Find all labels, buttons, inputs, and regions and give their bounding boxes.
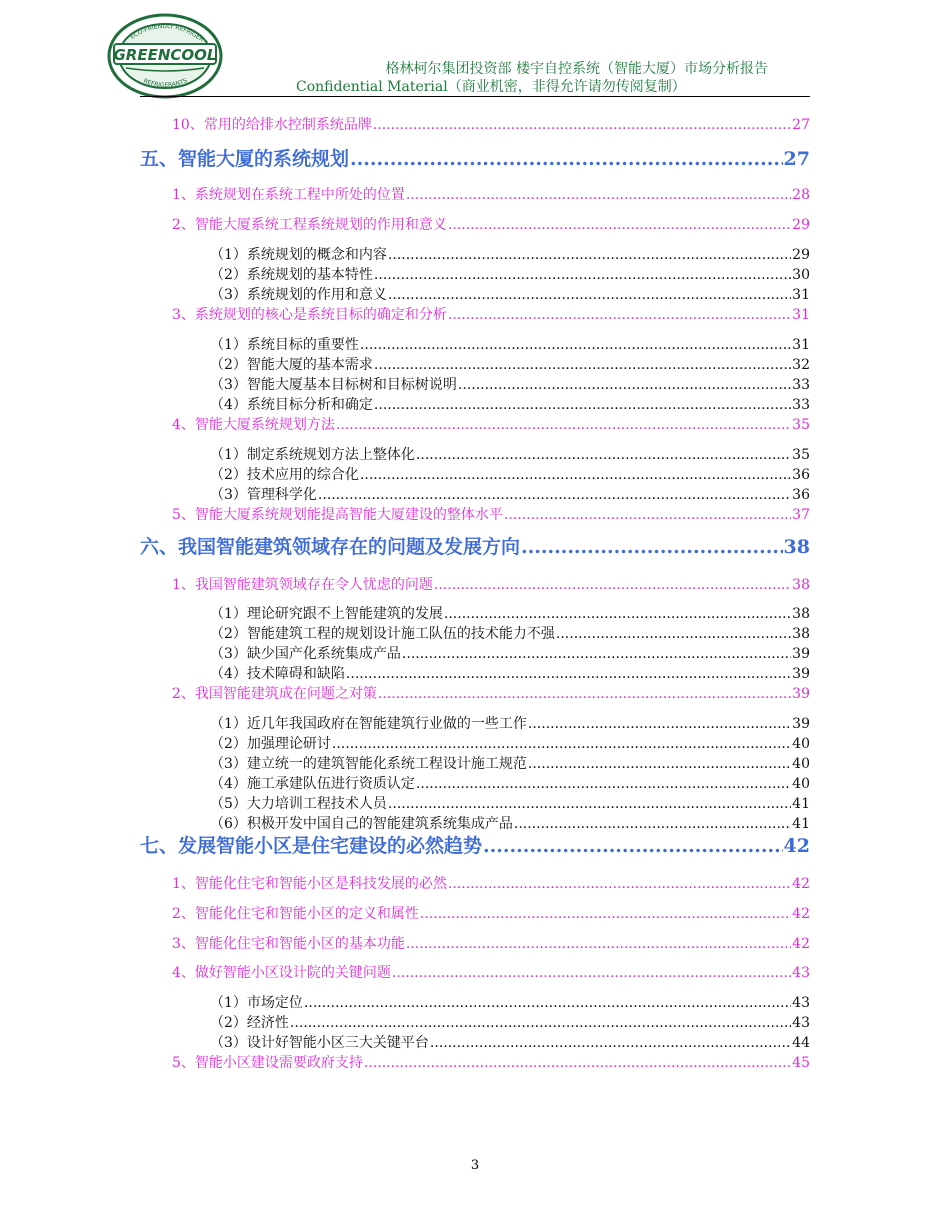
- toc-entry-title: （3）缺少国产化系统集成产品: [210, 646, 401, 662]
- toc-entry-page: 37: [792, 507, 810, 523]
- toc-dot-leader: [444, 606, 791, 622]
- toc-subsection-entry[interactable]: [210, 444, 810, 464]
- toc-entry-page: 31: [792, 287, 810, 303]
- toc-entry-title: 2、智能化住宅和智能小区的定义和属性: [172, 906, 419, 922]
- toc-entry-page: 27: [783, 148, 810, 170]
- toc-entry-title: （2）系统规划的基本特性: [210, 267, 373, 283]
- toc-dot-leader: [374, 267, 791, 283]
- toc-entry-page: 29: [792, 217, 810, 233]
- toc-entry-title: （1）理论研究跟不上智能建筑的发展: [210, 606, 443, 622]
- toc-dot-leader: [448, 307, 791, 323]
- toc-entry-title: （3）设计好智能小区三大关键平台: [210, 1035, 429, 1051]
- page-number: 3: [470, 1158, 480, 1173]
- toc-entry-page: 43: [792, 965, 810, 981]
- toc-entry-page: 38: [783, 536, 810, 558]
- confidential-notice: Confidential Material（商业机密，非得允许请勿传阅复制）: [296, 79, 686, 95]
- toc-dot-leader: [364, 1055, 791, 1071]
- toc-subsection-entry[interactable]: [210, 284, 810, 304]
- toc-dot-leader: [360, 467, 791, 483]
- toc-section-entry[interactable]: [172, 114, 810, 134]
- toc-dot-leader: [373, 117, 791, 133]
- toc-entry-title: （5）大力培训工程技术人员: [210, 796, 387, 812]
- toc-dot-leader: [448, 876, 791, 892]
- toc-entry-page: 38: [792, 626, 810, 642]
- toc-dot-leader: [430, 1035, 791, 1051]
- toc-entry-title: 3、系统规划的核心是系统目标的确定和分析: [172, 307, 447, 323]
- toc-entry-title: 1、我国智能建筑领域存在令人忧虑的问题: [172, 577, 433, 593]
- toc-dot-leader: [556, 626, 791, 642]
- toc-entry-page: 36: [792, 487, 810, 503]
- toc-subsection-entry[interactable]: [210, 244, 810, 264]
- toc-dot-leader: [514, 816, 791, 832]
- toc-entry-title: 4、智能大厦系统规划方法: [172, 417, 335, 433]
- toc-entry-title: 3、智能化住宅和智能小区的基本功能: [172, 936, 405, 952]
- report-title: 格林柯尔集团投资部 楼宇自控系统（智能大厦）市场分析报告: [385, 61, 768, 77]
- toc-entry-title: 10、常用的给排水控制系统品牌: [172, 117, 372, 133]
- toc-subsection-entry[interactable]: [210, 484, 810, 504]
- toc-subsection-entry[interactable]: [210, 374, 810, 394]
- toc-entry-title: （2）经济性: [210, 1015, 289, 1031]
- toc-dot-leader: [290, 1015, 791, 1031]
- toc-entry-page: 39: [792, 686, 810, 702]
- toc-entry-title: （2）技术应用的综合化: [210, 467, 359, 483]
- toc-entry-title: 1、系统规划在系统工程中所处的位置: [172, 187, 405, 203]
- toc-dot-leader: [416, 776, 791, 792]
- toc-subsection-entry[interactable]: [210, 1012, 810, 1032]
- toc-entry-title: （2）智能大厦的基本需求: [210, 357, 373, 373]
- toc-section-entry[interactable]: [172, 504, 810, 524]
- toc-section-entry[interactable]: [172, 214, 810, 234]
- toc-entry-page: 44: [792, 1035, 810, 1051]
- toc-entry-title: （3）智能大厦基本目标树和目标树说明: [210, 377, 457, 393]
- toc-subsection-entry[interactable]: [210, 753, 810, 773]
- toc-subsection-entry[interactable]: [210, 1032, 810, 1052]
- toc-entry-title: 4、做好智能小区设计院的关键问题: [172, 965, 391, 981]
- toc-entry-title: （3）管理科学化: [210, 487, 317, 503]
- toc-entry-page: 32: [792, 357, 810, 373]
- toc-entry-title: （1）系统目标的重要性: [210, 337, 359, 353]
- toc-dot-leader: [406, 187, 791, 203]
- toc-dot-leader: [350, 148, 783, 170]
- toc-dot-leader: [406, 936, 791, 952]
- toc-entry-page: 33: [792, 377, 810, 393]
- toc-entry-page: 31: [792, 307, 810, 323]
- toc-entry-title: 5、智能小区建设需要政府支持: [172, 1055, 363, 1071]
- logo-top-arc-text: ECO-FRIENDLY REFRIGER: [129, 22, 205, 44]
- toc-entry-page: 45: [792, 1055, 810, 1071]
- toc-subsection-entry[interactable]: [210, 663, 810, 683]
- toc-entry-title: （2）加强理论研讨: [210, 736, 331, 752]
- toc-dot-leader: [434, 577, 791, 593]
- toc-entry-page: 40: [792, 736, 810, 752]
- toc-section-entry[interactable]: [172, 184, 810, 204]
- toc-entry-page: 42: [783, 835, 810, 857]
- toc-dot-leader: [458, 377, 791, 393]
- toc-subsection-entry[interactable]: [210, 813, 810, 833]
- toc-entry-page: 42: [792, 906, 810, 922]
- toc-entry-title: （2）智能建筑工程的规划设计施工队伍的技术能力不强: [210, 626, 555, 642]
- toc-entry-title: 2、智能大厦系统工程系统规划的作用和意义: [172, 217, 447, 233]
- toc-dot-leader: [304, 995, 791, 1011]
- toc-entry-title: 1、智能化住宅和智能小区是科技发展的必然: [172, 876, 447, 892]
- toc-chapter-entry[interactable]: [140, 144, 810, 171]
- toc-entry-title: （4）技术障碍和缺陷: [210, 666, 345, 682]
- toc-subsection-entry[interactable]: [210, 394, 810, 414]
- toc-chapter-entry[interactable]: [140, 831, 810, 858]
- toc-entry-page: 40: [792, 776, 810, 792]
- toc-section-entry[interactable]: [172, 933, 810, 953]
- toc-entry-page: 28: [792, 187, 810, 203]
- toc-entry-page: 36: [792, 467, 810, 483]
- toc-dot-leader: [332, 736, 791, 752]
- toc-subsection-entry[interactable]: [210, 334, 810, 354]
- toc-entry-page: 35: [792, 417, 810, 433]
- toc-entry-page: 30: [792, 267, 810, 283]
- toc-entry-page: 38: [792, 606, 810, 622]
- toc-subsection-entry[interactable]: [210, 793, 810, 813]
- toc-dot-leader: [504, 507, 791, 523]
- toc-entry-page: 27: [792, 117, 810, 133]
- toc-subsection-entry[interactable]: [210, 773, 810, 793]
- toc-entry-title: （1）制定系统规划方法上整体化: [210, 447, 415, 463]
- toc-entry-title: 六、我国智能建筑领域存在的问题及发展方向: [140, 536, 521, 558]
- toc-subsection-entry[interactable]: [210, 464, 810, 484]
- toc-entry-page: 40: [792, 756, 810, 772]
- toc-dot-leader: [346, 666, 791, 682]
- logo-bottom-arc-text: REFRIGERANTS: [142, 77, 189, 90]
- toc-subsection-entry[interactable]: [210, 264, 810, 284]
- toc-entry-title: （4）施工承建队伍进行资质认定: [210, 776, 415, 792]
- toc-subsection-entry[interactable]: [210, 603, 810, 623]
- toc-dot-leader: [374, 357, 791, 373]
- toc-entry-page: 42: [792, 936, 810, 952]
- toc-dot-leader: [388, 247, 791, 263]
- toc-subsection-entry[interactable]: [210, 992, 810, 1012]
- toc-entry-page: 33: [792, 397, 810, 413]
- toc-dot-leader: [374, 397, 791, 413]
- toc-entry-page: 38: [792, 577, 810, 593]
- toc-entry-title: 2、我国智能建筑成在问题之对策: [172, 686, 377, 702]
- toc-entry-page: 42: [792, 876, 810, 892]
- toc-entry-title: 五、智能大厦的系统规划: [140, 148, 350, 170]
- toc-dot-leader: [360, 337, 791, 353]
- toc-entry-title: （1）近几年我国政府在智能建筑行业做的一些工作: [210, 716, 527, 732]
- toc-dot-leader: [448, 217, 791, 233]
- toc-entry-page: 29: [792, 247, 810, 263]
- toc-section-entry[interactable]: [172, 683, 810, 703]
- toc-dot-leader: [483, 835, 783, 857]
- toc-entry-title: （3）系统规划的作用和意义: [210, 287, 387, 303]
- toc-dot-leader: [318, 487, 791, 503]
- toc-subsection-entry[interactable]: [210, 623, 810, 643]
- toc-section-entry[interactable]: [172, 574, 810, 594]
- toc-subsection-entry[interactable]: [210, 713, 810, 733]
- toc-section-entry[interactable]: [172, 414, 810, 434]
- toc-entry-title: （1）市场定位: [210, 995, 303, 1011]
- toc-dot-leader: [378, 686, 791, 702]
- toc-entry-title: （3）建立统一的建筑智能化系统工程设计施工规范: [210, 756, 527, 772]
- toc-entry-page: 41: [792, 796, 810, 812]
- toc-section-entry[interactable]: [172, 1052, 810, 1072]
- toc-entry-page: 43: [792, 1015, 810, 1031]
- toc-entry-page: 39: [792, 716, 810, 732]
- toc-entry-title: （4）系统目标分析和确定: [210, 397, 373, 413]
- toc-entry-page: 31: [792, 337, 810, 353]
- toc-section-entry[interactable]: [172, 903, 810, 923]
- toc-dot-leader: [420, 906, 791, 922]
- toc-entry-title: 七、发展智能小区是住宅建设的必然趋势: [140, 835, 483, 857]
- toc-entry-page: 39: [792, 646, 810, 662]
- toc-dot-leader: [388, 796, 791, 812]
- toc-dot-leader: [416, 447, 791, 463]
- toc-dot-leader: [528, 716, 791, 732]
- toc-subsection-entry[interactable]: [210, 354, 810, 374]
- logo-wordmark: GREENCOOL: [113, 46, 217, 64]
- toc-entry-page: 39: [792, 666, 810, 682]
- toc-dot-leader: [521, 536, 783, 558]
- toc-entry-page: 43: [792, 995, 810, 1011]
- toc-subsection-entry[interactable]: [210, 643, 810, 663]
- toc-dot-leader: [388, 287, 791, 303]
- toc-section-entry[interactable]: [172, 304, 810, 324]
- toc-entry-page: 35: [792, 447, 810, 463]
- toc-section-entry[interactable]: [172, 873, 810, 893]
- toc-dot-leader: [402, 646, 791, 662]
- toc-entry-title: （6）积极开发中国自己的智能建筑系统集成产品: [210, 816, 513, 832]
- toc-entry-title: （1）系统规划的概念和内容: [210, 247, 387, 263]
- toc-dot-leader: [392, 965, 791, 981]
- toc-dot-leader: [336, 417, 791, 433]
- toc-entry-title: 5、智能大厦系统规划能提高智能大厦建设的整体水平: [172, 507, 503, 523]
- toc-dot-leader: [528, 756, 791, 772]
- toc-entry-page: 41: [792, 816, 810, 832]
- toc-section-entry[interactable]: [172, 962, 810, 982]
- toc-chapter-entry[interactable]: [140, 532, 810, 559]
- toc-subsection-entry[interactable]: [210, 733, 810, 753]
